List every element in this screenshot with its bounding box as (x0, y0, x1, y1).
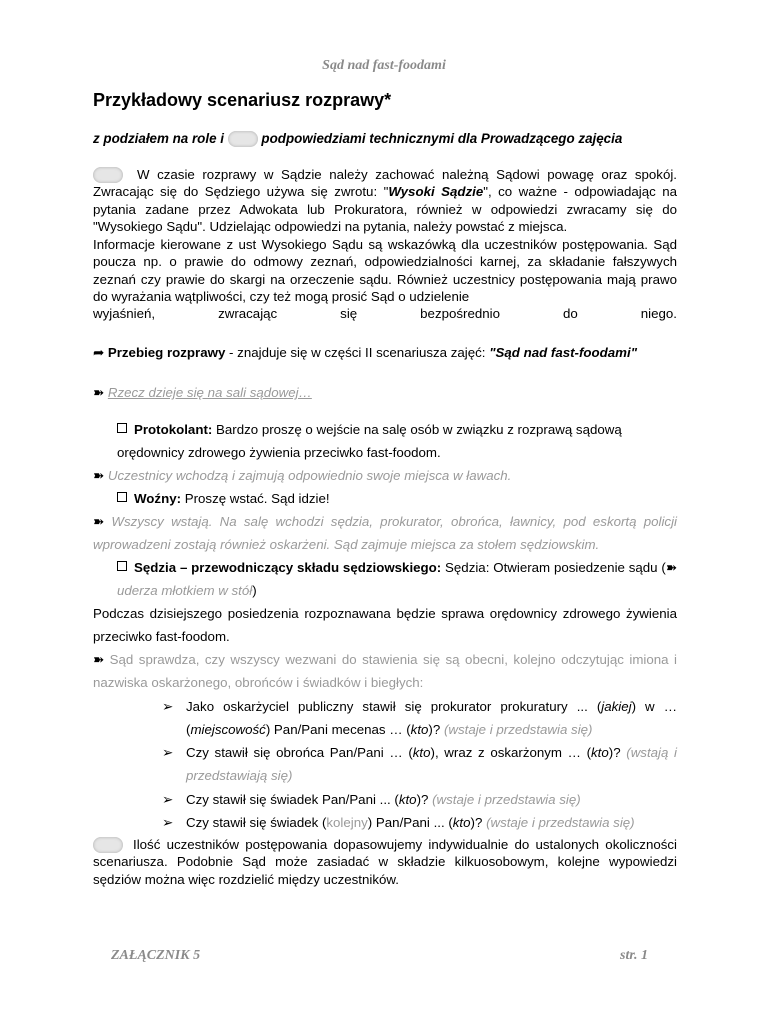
checkbox-icon (117, 492, 127, 502)
closing-text: Ilość uczestników postępowania dopasowujemy indywidualnie do ustalonych okoliczności scenariusza. Podobnie Sąd może zasiadać w składzie kilkuosobowym, kolejne wypowiedzi sędziów można więc rozdzielić między uczestników. (93, 837, 677, 887)
protokolant-line (93, 418, 677, 464)
list-item: ➢ Czy stawił się świadek (kolejny) Pan/Pani ... (kto)? (wstaje i przedstawia się) (186, 811, 677, 834)
sedzia-text: Sędzia: Otwieram posiedzenie sądu ( (441, 560, 666, 575)
przebieg-label: Przebieg rozprawy (107, 345, 226, 360)
intro-paragraph-2: Informacje kierowane z ust Wysokiego Sądu są wskazówką dla uczestników postępowania. Sąd poucza np. o prawie do odmowy zeznań, odpowiedzialności karnej, za składanie fałszywych zeznań czy prawie do skargi na orzeczenie sądu. Również uczestnicy postępowania mają prawo do wyrażania wątpliwości, czy też mogą prosić Sąd o udzielenie (93, 236, 677, 304)
arrow-icon: ➦ (93, 345, 105, 360)
running-header: Sąd nad fast-foodami (322, 58, 446, 73)
footer-page-number: str. 1 (620, 948, 649, 963)
intro-text: ", co ważne - odpowiadając na pytania zadane przez Adwokata lub Prokuratora, również w odpowiedzi zwracamy się do "Wysokiego Sądu". Udzielając odpowiedzi na pytania, należy powstać z miejsca. (93, 184, 678, 235)
list-marker-icon: ➢ (162, 792, 174, 807)
page-title: Przykładowy scenariusz rozprawy* (93, 90, 392, 110)
speech-bubble-icon (93, 167, 123, 183)
podczas-paragraph: Podczas dzisiejszego posiedzenia rozpoznawana będzie sprawa orędownicy zdrowego żywienia przeciwko fast-foodom. (93, 606, 677, 644)
protokolant-text: Bardzo proszę o wejście na salę osób w związku z rozprawą sądową orędownicy zdrowego żywienia przeciwko fast-foodom. (117, 422, 622, 460)
arrow-icon: ➽ (93, 468, 105, 483)
list-item: ➢ Czy stawił się świadek Pan/Pani ... (kto)? (wstaje i przedstawia się) (186, 788, 677, 811)
footer-attachment: ZAŁĄCZNIK 5 (111, 948, 201, 963)
przebieg-ref: "Sąd nad fast-foodami" (489, 345, 637, 360)
stage-direction-2 (93, 510, 677, 556)
arrow-icon: ➽ (93, 385, 105, 400)
stage-text: Uczestnicy wchodzą i zajmują odpowiednio swoje miejsca w ławach. (107, 468, 512, 483)
stage-text: Wszyscy wstają. Na salę wchodzi sędzia, prokurator, obrońca, ławnicy, pod eskortą policji wprowadzeni zostają również oskarżeni. Sąd zajmuje miejsca za stołem sędziowskim. (93, 514, 677, 552)
list-item: ➢ Czy stawił się obrońca Pan/Pani … (kto), wraz z oskarżonym … (kto)? (wstają i przedstawiają się) (186, 741, 677, 787)
arrow-icon: ➽ (93, 514, 105, 529)
intro-paragraph-1 (93, 166, 677, 236)
wozny-text: Proszę wstać. Sąd idzie! (181, 491, 330, 506)
arrow-icon: ➽ (93, 652, 105, 667)
wozny-label: Woźny: (134, 491, 182, 506)
wozny-line (93, 487, 677, 510)
intro-section (93, 166, 677, 323)
speech-bubble-icon (93, 837, 123, 853)
stage-direction-1 (93, 464, 677, 487)
przebieg-line (93, 345, 677, 361)
subtitle (93, 131, 622, 147)
protokolant-label: Protokolant: (134, 422, 213, 437)
stage-text: Sąd sprawdza, czy wszyscy wezwani do stawienia się są obecni, kolejno odczytując imiona i nazwiska oskarżonego, obrońców i świadków i biegłych: (93, 652, 677, 690)
intro-paragraph-2-last: wyjaśnień, zwracając się bezpośrednio do niego. (93, 306, 677, 322)
closing-paragraph (93, 836, 677, 888)
script-body (93, 418, 677, 694)
sedzia-label: Sędzia – przewodniczący składu sędziowskiego: (134, 560, 442, 575)
arrow-icon: ➽ (665, 560, 677, 575)
przebieg-text: - znajduje się w części II scenariusza zajęć: (225, 345, 490, 360)
speech-bubble-icon (228, 131, 258, 147)
list-item: ➢ Jako oskarżyciel publiczny stawił się prokurator prokuratury ... (jakiej) w … (miejscowość) Pan/Pani mecenas … (kto)? (wstaje i przedstawia się) (186, 695, 677, 741)
checkbox-icon (117, 423, 127, 433)
subtitle-before: z podziałem na role i (93, 131, 228, 146)
list-marker-icon: ➢ (162, 745, 174, 760)
intro-emphasis: Wysoki Sądzie (388, 184, 484, 200)
intro-text: W czasie rozprawy w Sądzie należy zachować należną Sądowi powagę oraz spokój. Zwracając się do Sędziego używa się zwrotu: " (93, 167, 677, 200)
sedzia-stage: uderza młotkiem w stół (117, 583, 253, 598)
sedzia-text: ) (252, 583, 257, 598)
checkbox-icon (117, 561, 127, 571)
list-marker-icon: ➢ (162, 815, 174, 830)
subtitle-after: podpowiedziami technicznymi dla Prowadzącego zajęcia (257, 131, 623, 146)
scene-line (93, 385, 677, 401)
list-marker-icon: ➢ (162, 699, 174, 714)
sedzia-line (93, 556, 677, 602)
stage-direction-3 (93, 648, 677, 694)
scene-text[interactable]: Rzecz dzieje się na sali sądowej… (107, 385, 312, 400)
